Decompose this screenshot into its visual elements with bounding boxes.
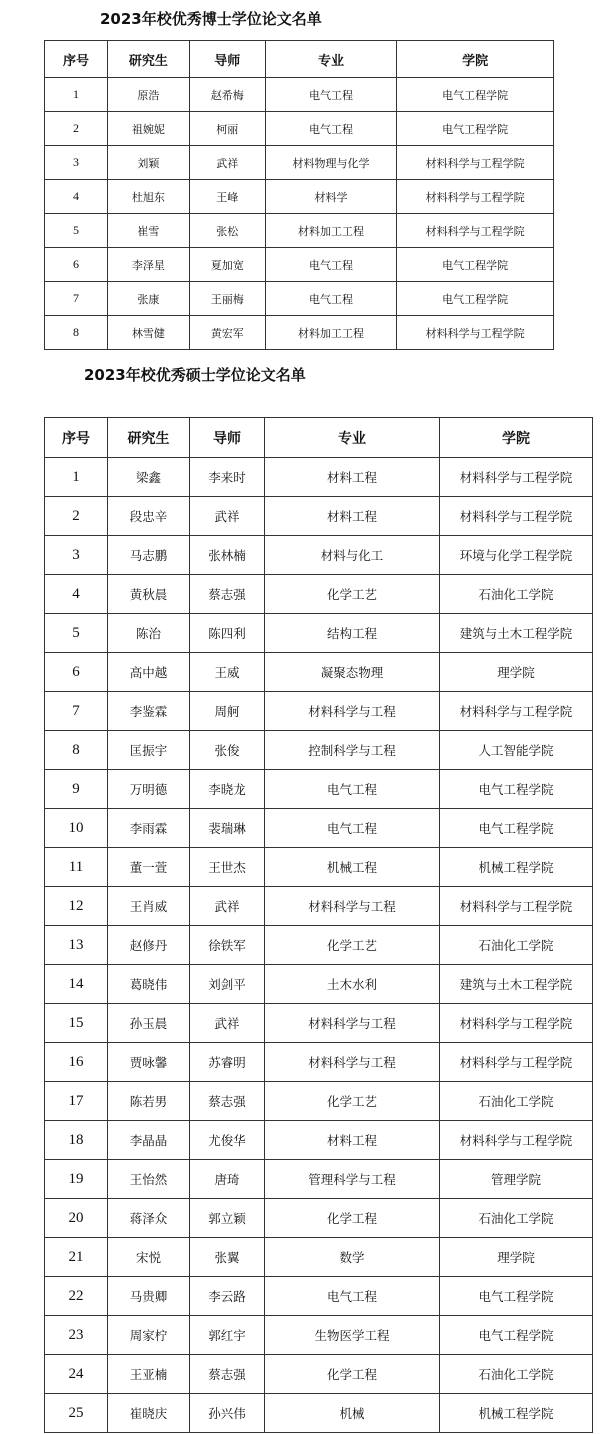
cell-student: 李泽星	[108, 248, 189, 282]
cell-student: 孙玉晨	[108, 1004, 190, 1043]
table-row	[45, 653, 593, 692]
cell-college: 理学院	[440, 653, 593, 692]
cell-student: 林雪健	[108, 316, 189, 350]
table-row	[45, 926, 593, 965]
cell-college: 材料科学与工程学院	[440, 497, 593, 536]
table-row	[45, 1394, 593, 1433]
cell-advisor: 王峰	[189, 180, 265, 214]
cell-major: 材料学	[265, 180, 396, 214]
cell-index: 18	[45, 1121, 108, 1160]
cell-student: 马志鹏	[108, 536, 190, 575]
table-row	[45, 1160, 593, 1199]
cell-major: 电气工程	[265, 112, 396, 146]
doctoral-list-title: 2023年校优秀博士学位论文名单	[100, 10, 322, 28]
cell-major: 化学工程	[265, 1199, 440, 1238]
cell-student: 李晶晶	[108, 1121, 190, 1160]
cell-college: 电气工程学院	[397, 78, 554, 112]
cell-college: 材料科学与工程学院	[440, 1043, 593, 1082]
cell-advisor: 张松	[189, 214, 265, 248]
col-header-advisor: 导师	[190, 418, 265, 458]
table-row	[45, 180, 554, 214]
cell-index: 23	[45, 1316, 108, 1355]
cell-index: 8	[45, 316, 108, 350]
cell-student: 张康	[108, 282, 189, 316]
cell-student: 高中越	[108, 653, 190, 692]
cell-major: 电气工程	[265, 248, 396, 282]
cell-advisor: 李云路	[190, 1277, 265, 1316]
cell-major: 材料科学与工程	[265, 887, 440, 926]
cell-index: 7	[45, 282, 108, 316]
cell-student: 宋悦	[108, 1238, 190, 1277]
cell-major: 电气工程	[265, 282, 396, 316]
cell-index: 12	[45, 887, 108, 926]
cell-index: 3	[45, 146, 108, 180]
cell-advisor: 徐铁军	[190, 926, 265, 965]
cell-college: 建筑与土木工程学院	[440, 965, 593, 1004]
cell-index: 10	[45, 809, 108, 848]
cell-major: 控制科学与工程	[265, 731, 440, 770]
col-header-major: 专业	[265, 41, 396, 78]
cell-major: 材料科学与工程	[265, 692, 440, 731]
cell-advisor: 陈四利	[190, 614, 265, 653]
cell-index: 22	[45, 1277, 108, 1316]
cell-index: 7	[45, 692, 108, 731]
cell-college: 建筑与土木工程学院	[440, 614, 593, 653]
cell-college: 石油化工学院	[440, 926, 593, 965]
cell-college: 电气工程学院	[440, 770, 593, 809]
table-row	[45, 112, 554, 146]
table-row	[45, 1277, 593, 1316]
cell-student: 段忠辛	[108, 497, 190, 536]
cell-advisor: 武祥	[190, 887, 265, 926]
cell-college: 材料科学与工程学院	[440, 887, 593, 926]
cell-advisor: 王丽梅	[189, 282, 265, 316]
col-header-advisor: 导师	[189, 41, 265, 78]
cell-advisor: 唐琦	[190, 1160, 265, 1199]
cell-index: 14	[45, 965, 108, 1004]
cell-major: 化学工程	[265, 1355, 440, 1394]
cell-index: 1	[45, 78, 108, 112]
table-row	[45, 692, 593, 731]
cell-college: 电气工程学院	[440, 809, 593, 848]
cell-student: 王肖威	[108, 887, 190, 926]
cell-college: 材料科学与工程学院	[440, 458, 593, 497]
cell-student: 杜旭东	[108, 180, 189, 214]
cell-major: 材料加工工程	[265, 214, 396, 248]
cell-college: 材料科学与工程学院	[397, 316, 554, 350]
cell-major: 材料物理与化学	[265, 146, 396, 180]
col-header-college: 学院	[397, 41, 554, 78]
table-row	[45, 497, 593, 536]
cell-index: 11	[45, 848, 108, 887]
cell-college: 材料科学与工程学院	[440, 1121, 593, 1160]
cell-index: 2	[45, 112, 108, 146]
cell-advisor: 王世杰	[190, 848, 265, 887]
cell-major: 数学	[265, 1238, 440, 1277]
cell-college: 材料科学与工程学院	[397, 214, 554, 248]
cell-major: 材料科学与工程	[265, 1043, 440, 1082]
table-row	[45, 1082, 593, 1121]
table-header-row	[45, 418, 593, 458]
cell-college: 材料科学与工程学院	[440, 692, 593, 731]
col-header-index: 序号	[45, 41, 108, 78]
cell-student: 黄秋晨	[108, 575, 190, 614]
cell-student: 万明德	[108, 770, 190, 809]
cell-advisor: 黄宏军	[189, 316, 265, 350]
cell-index: 5	[45, 614, 108, 653]
cell-advisor: 蔡志强	[190, 1082, 265, 1121]
cell-major: 材料科学与工程	[265, 1004, 440, 1043]
cell-college: 环境与化学工程学院	[440, 536, 593, 575]
table-row	[45, 316, 554, 350]
cell-major: 生物医学工程	[265, 1316, 440, 1355]
cell-major: 材料工程	[265, 497, 440, 536]
cell-advisor: 武祥	[190, 497, 265, 536]
cell-advisor: 张林楠	[190, 536, 265, 575]
cell-major: 材料工程	[265, 458, 440, 497]
cell-index: 4	[45, 180, 108, 214]
table-row	[45, 1121, 593, 1160]
table-row	[45, 1004, 593, 1043]
cell-index: 16	[45, 1043, 108, 1082]
cell-index: 2	[45, 497, 108, 536]
cell-advisor: 蔡志强	[190, 575, 265, 614]
col-header-student: 研究生	[108, 41, 189, 78]
cell-index: 20	[45, 1199, 108, 1238]
cell-student: 李鉴霖	[108, 692, 190, 731]
cell-major: 管理科学与工程	[265, 1160, 440, 1199]
table-row	[45, 1355, 593, 1394]
cell-index: 1	[45, 458, 108, 497]
cell-college: 石油化工学院	[440, 1199, 593, 1238]
cell-student: 原浩	[108, 78, 189, 112]
cell-college: 石油化工学院	[440, 1355, 593, 1394]
cell-advisor: 孙兴伟	[190, 1394, 265, 1433]
cell-college: 人工智能学院	[440, 731, 593, 770]
cell-advisor: 周舸	[190, 692, 265, 731]
cell-college: 理学院	[440, 1238, 593, 1277]
cell-index: 5	[45, 214, 108, 248]
cell-advisor: 张俊	[190, 731, 265, 770]
cell-student: 匡振宇	[108, 731, 190, 770]
cell-advisor: 郭红宇	[190, 1316, 265, 1355]
table-row	[45, 770, 593, 809]
cell-advisor: 柯丽	[189, 112, 265, 146]
cell-college: 材料科学与工程学院	[397, 146, 554, 180]
cell-major: 材料与化工	[265, 536, 440, 575]
cell-advisor: 张翼	[190, 1238, 265, 1277]
cell-major: 电气工程	[265, 809, 440, 848]
cell-advisor: 夏加宽	[189, 248, 265, 282]
cell-advisor: 李来时	[190, 458, 265, 497]
cell-advisor: 裴瑞琳	[190, 809, 265, 848]
cell-advisor: 武祥	[190, 1004, 265, 1043]
cell-advisor: 蔡志强	[190, 1355, 265, 1394]
cell-major: 电气工程	[265, 1277, 440, 1316]
cell-student: 李雨霖	[108, 809, 190, 848]
cell-student: 马贵卿	[108, 1277, 190, 1316]
cell-major: 化学工艺	[265, 1082, 440, 1121]
cell-major: 凝聚态物理	[265, 653, 440, 692]
cell-college: 管理学院	[440, 1160, 593, 1199]
cell-advisor: 李晓龙	[190, 770, 265, 809]
table-header-row	[45, 41, 554, 78]
table-row	[45, 1043, 593, 1082]
table-row	[45, 146, 554, 180]
cell-student: 王亚楠	[108, 1355, 190, 1394]
table-row	[45, 214, 554, 248]
cell-index: 19	[45, 1160, 108, 1199]
cell-major: 材料加工工程	[265, 316, 396, 350]
cell-college: 电气工程学院	[440, 1316, 593, 1355]
cell-major: 化学工艺	[265, 926, 440, 965]
cell-college: 机械工程学院	[440, 848, 593, 887]
table-row	[45, 458, 593, 497]
cell-major: 土木水利	[265, 965, 440, 1004]
cell-index: 15	[45, 1004, 108, 1043]
table-row	[45, 1238, 593, 1277]
col-header-college: 学院	[440, 418, 593, 458]
cell-college: 电气工程学院	[440, 1277, 593, 1316]
cell-student: 陈若男	[108, 1082, 190, 1121]
col-header-index: 序号	[45, 418, 108, 458]
cell-index: 8	[45, 731, 108, 770]
cell-index: 17	[45, 1082, 108, 1121]
cell-index: 24	[45, 1355, 108, 1394]
masters-table	[44, 417, 593, 1433]
table-row	[45, 536, 593, 575]
cell-student: 王怡然	[108, 1160, 190, 1199]
cell-student: 周家柠	[108, 1316, 190, 1355]
cell-college: 石油化工学院	[440, 575, 593, 614]
cell-advisor: 尤俊华	[190, 1121, 265, 1160]
cell-student: 祖婉妮	[108, 112, 189, 146]
table-row	[45, 965, 593, 1004]
cell-major: 电气工程	[265, 78, 396, 112]
col-header-student: 研究生	[108, 418, 190, 458]
table-row	[45, 248, 554, 282]
cell-student: 葛晓伟	[108, 965, 190, 1004]
table-row	[45, 614, 593, 653]
cell-student: 贾咏馨	[108, 1043, 190, 1082]
cell-index: 6	[45, 653, 108, 692]
table-row	[45, 1316, 593, 1355]
cell-college: 电气工程学院	[397, 112, 554, 146]
cell-college: 电气工程学院	[397, 282, 554, 316]
table-row	[45, 282, 554, 316]
cell-college: 材料科学与工程学院	[397, 180, 554, 214]
cell-advisor: 苏睿明	[190, 1043, 265, 1082]
cell-index: 6	[45, 248, 108, 282]
table-row	[45, 1199, 593, 1238]
table-row	[45, 731, 593, 770]
col-header-major: 专业	[265, 418, 440, 458]
cell-index: 3	[45, 536, 108, 575]
cell-student: 赵修丹	[108, 926, 190, 965]
cell-major: 化学工艺	[265, 575, 440, 614]
cell-index: 13	[45, 926, 108, 965]
masters-list-title: 2023年校优秀硕士学位论文名单	[84, 366, 306, 384]
cell-index: 21	[45, 1238, 108, 1277]
cell-major: 机械	[265, 1394, 440, 1433]
cell-major: 结构工程	[265, 614, 440, 653]
doctoral-table	[44, 40, 554, 350]
cell-advisor: 郭立颖	[190, 1199, 265, 1238]
cell-college: 电气工程学院	[397, 248, 554, 282]
cell-major: 材料工程	[265, 1121, 440, 1160]
table-row	[45, 848, 593, 887]
cell-student: 刘颖	[108, 146, 189, 180]
cell-student: 崔雪	[108, 214, 189, 248]
cell-major: 机械工程	[265, 848, 440, 887]
cell-student: 董一萱	[108, 848, 190, 887]
table-row	[45, 809, 593, 848]
cell-student: 蒋泽众	[108, 1199, 190, 1238]
table-row	[45, 78, 554, 112]
cell-college: 机械工程学院	[440, 1394, 593, 1433]
cell-college: 材料科学与工程学院	[440, 1004, 593, 1043]
cell-student: 陈治	[108, 614, 190, 653]
cell-index: 4	[45, 575, 108, 614]
cell-index: 9	[45, 770, 108, 809]
table-row	[45, 887, 593, 926]
cell-advisor: 赵希梅	[189, 78, 265, 112]
cell-student: 梁鑫	[108, 458, 190, 497]
cell-advisor: 王威	[190, 653, 265, 692]
cell-major: 电气工程	[265, 770, 440, 809]
cell-advisor: 刘剑平	[190, 965, 265, 1004]
cell-college: 石油化工学院	[440, 1082, 593, 1121]
table-row	[45, 575, 593, 614]
cell-index: 25	[45, 1394, 108, 1433]
cell-advisor: 武祥	[189, 146, 265, 180]
cell-student: 崔晓庆	[108, 1394, 190, 1433]
